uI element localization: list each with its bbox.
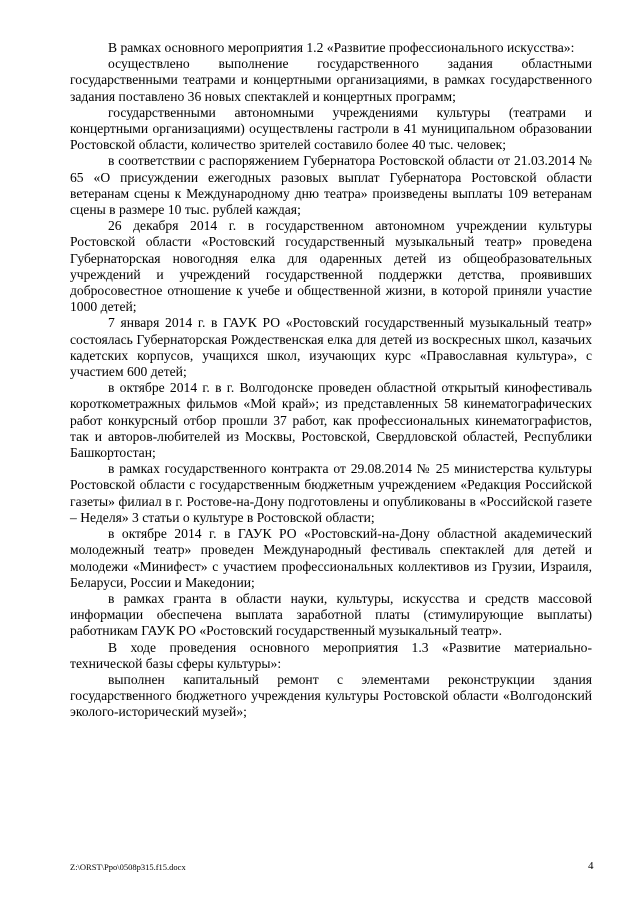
paragraph: В рамках основного мероприятия 1.2 «Развитие профессионального искусства»:: [108, 40, 575, 55]
footer-file-path: Z:\ORST\Ppo\0508p315.f15.docx: [70, 862, 186, 872]
page-number: 4: [588, 860, 594, 872]
paragraph: в рамках государственного контракта от 29.08.2014 № 25 министерства культуры Ростовской области с государственным бюджетным учреждением «Редакция Российской газеты» филиал в г. Ростове-на-Дону подготовлены и опубликованы в «Российской газете – Неделя» 3 статьи о культуре в Ростовской области;: [70, 461, 592, 525]
paragraph: 7 января 2014 г. в ГАУК РО «Ростовский государственный музыкальный театр» состоялась Губернаторская Рождественская елка для детей из воскресных школ, казачьих кадетских корпусов, учащихся школ, изучающих курс «Православная культура», с участием 600 детей;: [70, 315, 592, 380]
document-body: [70, 40, 592, 721]
paragraph: государственными автономными учреждениями культуры (театрами и концертными организациями) осуществлены гастроли в 41 муниципальном образовании Ростовской области, количество зрителей составило более 40 тыс. человек;: [70, 104, 592, 153]
paragraph: в рамках гранта в области науки, культуры, искусства и средств массовой информации обеспечена выплата заработной платы (стимулирующие выплаты) работникам ГАУК РО «Ростовский государственный музыкальный театр».: [70, 590, 592, 639]
paragraph: осуществлено выполнение государственного задания областными государственными театрами и концертными организациями, в рамках государственного задания поставлено 36 новых спектаклей и концертных программ;: [70, 56, 592, 104]
paragraph: 26 декабря 2014 г. в государственном автономном учреждении культуры Ростовской области «Ростовский государственный музыкальный театр» проведена Губернаторская новогодняя елка для одаренных детей из общеобразовательных учреждений и учреждений государственной поддержки детства, проявивших добросовестное отношение к учебе и общественной жизни, в которой приняли участие 1000 детей;: [70, 218, 592, 315]
paragraph: в октябре 2014 г. в г. Волгодонске проведен областной открытый кинофестиваль короткометражных фильмов «Мой край»; из представленных 58 кинематографических работ конкурсный отбор прошли 37 работ, как профессиональных кинематографистов, так и авторов-любителей из Москвы, Ростовской, Свердловской областей, Республики Башкортостан;: [70, 380, 592, 461]
paragraph: В ходе проведения основного мероприятия 1.3 «Развитие материально-технической базы сферы культуры»:: [70, 639, 592, 671]
paragraph: в октябре 2014 г. в ГАУК РО «Ростовский-на-Дону областной академический молодежный театр» проведен Международный фестиваль спектаклей для детей и молодежи «Минифест» с участием профессиональных коллективов из Грузии, Израиля, Беларуси, России и Македонии;: [70, 526, 592, 590]
paragraph: в соответствии с распоряжением Губернатора Ростовской области от 21.03.2014 № 65 «О присуждении ежегодных разовых выплат Губернатора Ростовской области ветеранам сцены к Международному дню театра» произведены выплаты 109 ветеранам сцены в размере 10 тыс. рублей каждая;: [70, 153, 592, 218]
paragraph: выполнен капитальный ремонт с элементами реконструкции здания государственного бюджетного учреждения культуры Ростовской области «Волгодонский эколого-исторический музей»;: [70, 671, 592, 720]
